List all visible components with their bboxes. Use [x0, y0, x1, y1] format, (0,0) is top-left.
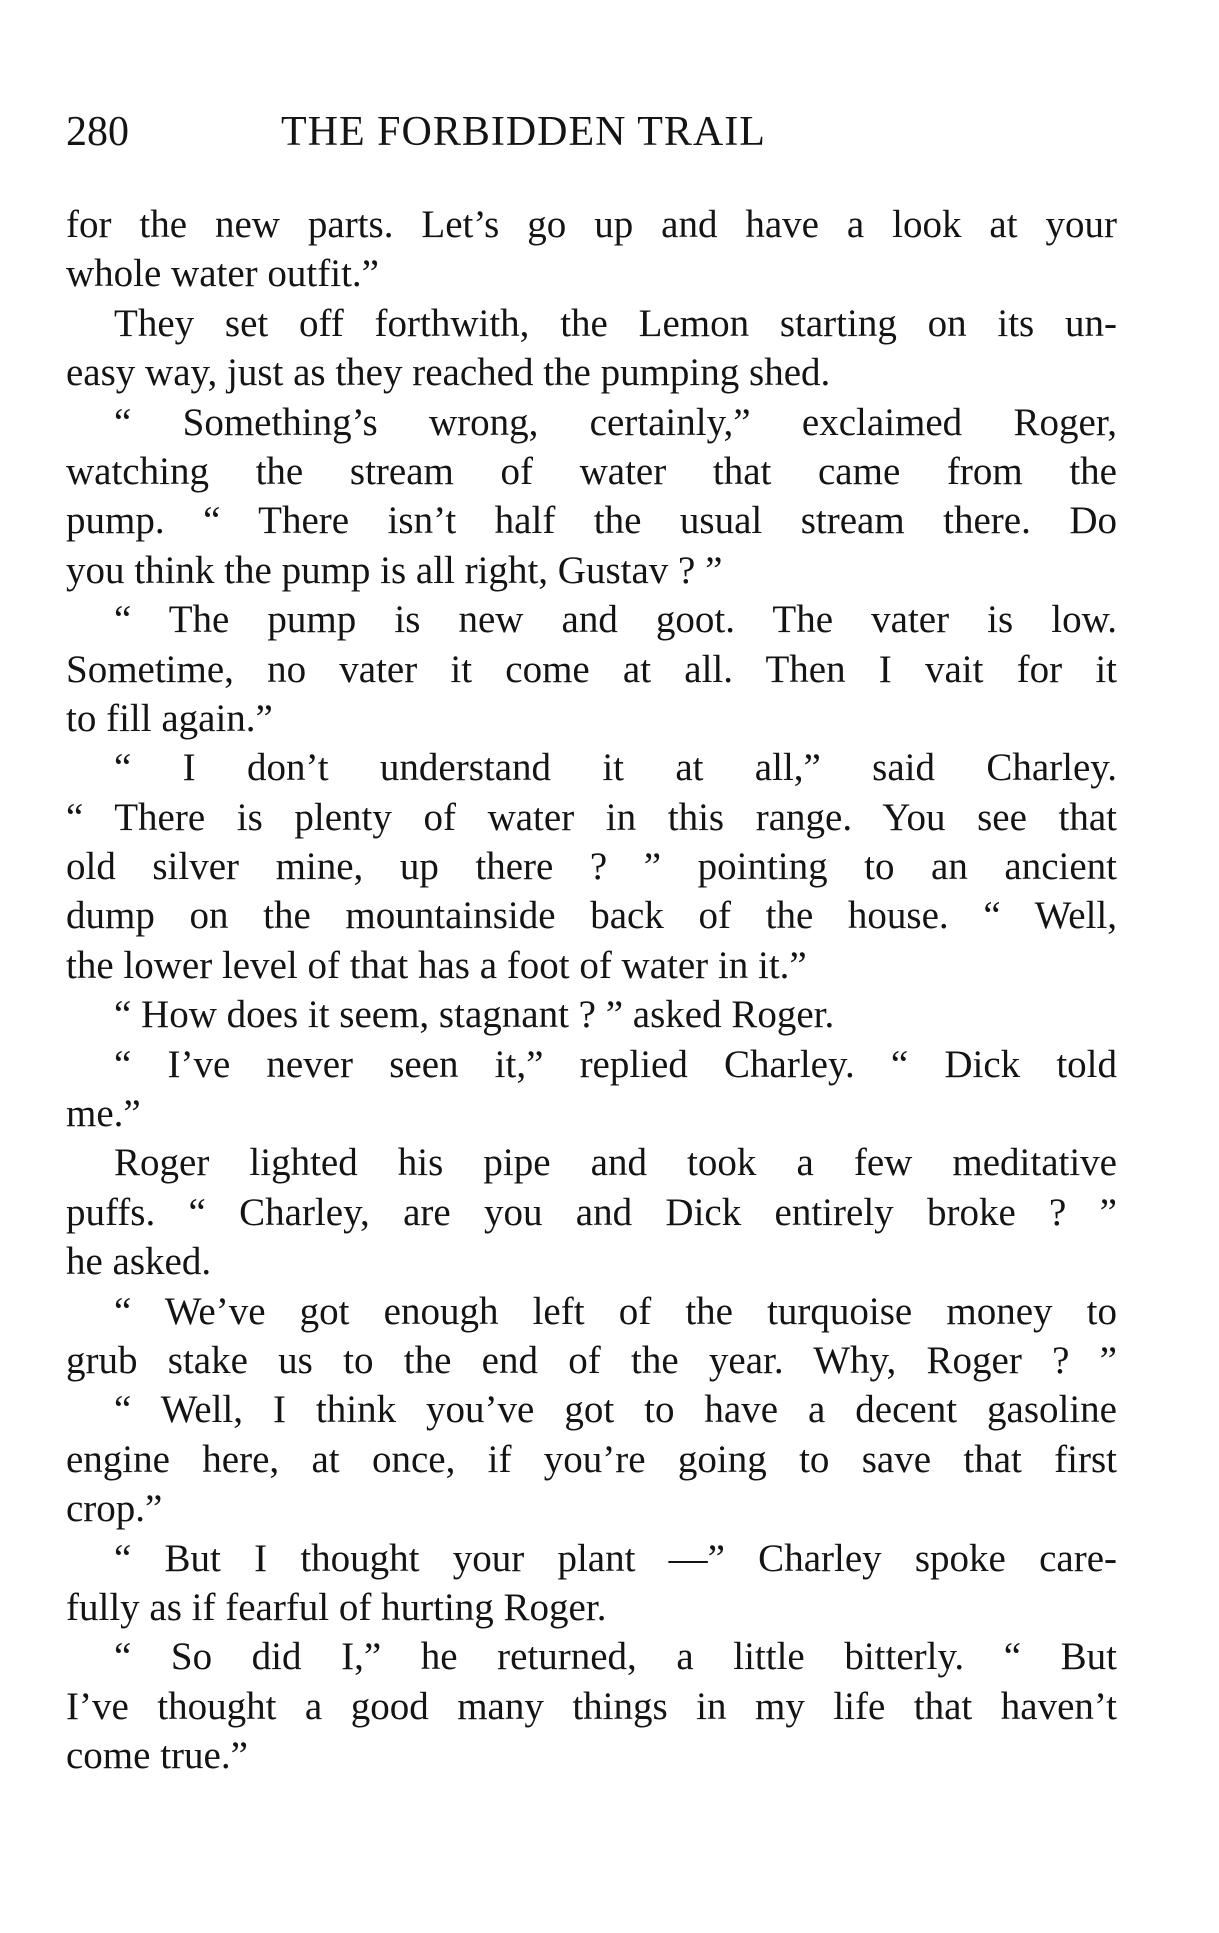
text-line: to fill again.” [66, 696, 273, 740]
text-line: “ The pump is new and goot. The vater is low. [114, 598, 1117, 642]
page-number: 280 [66, 109, 129, 155]
text-line: dump on the mountainside back of the house. “ Well, [66, 894, 1117, 938]
text-line: whole water outfit.” [66, 252, 379, 296]
text-line: Roger lighted his pipe and took a few meditative [114, 1141, 1117, 1185]
running-title: THE FORBIDDEN TRAIL [281, 109, 766, 155]
text-line: come true.” [66, 1734, 248, 1778]
text-line: Sometime, no vater it come at all. Then I vait for it [66, 647, 1117, 691]
text-line: old silver mine, up there ? ” pointing to an ancient [66, 845, 1117, 889]
text-line: “ Well, I think you’ve got to have a decent gasoline [114, 1388, 1117, 1432]
text-line: me.” [66, 1092, 141, 1136]
text-line: They set off forthwith, the Lemon starting on its un- [114, 301, 1117, 345]
body-text [66, 200, 1117, 1781]
text-line: crop.” [66, 1487, 163, 1531]
text-line: fully as if fearful of hurting Roger. [66, 1585, 607, 1629]
text-line: pump. “ There isn’t half the usual stream there. Do [66, 499, 1117, 543]
text-line: for the new parts. Let’s go up and have a look at your [66, 203, 1117, 246]
text-line: he asked. [66, 1240, 212, 1284]
text-line: “ Something’s wrong, certainly,” exclaimed Roger, [114, 400, 1117, 444]
text-line: the lower level of that has a foot of water in it.” [66, 943, 807, 987]
page-header [66, 100, 1126, 164]
text-line: “ How does it seem, stagnant ? ” asked Roger. [114, 993, 835, 1037]
text-line: “ I don’t understand it at all,” said Charley. [114, 746, 1117, 790]
text-line: you think the pump is all right, Gustav ? ” [66, 548, 723, 592]
text-line: watching the stream of water that came from the [66, 449, 1117, 493]
text-line: “ I’ve never seen it,” replied Charley. “ Dick told [114, 1042, 1117, 1086]
text-line: “ But I thought your plant —” Charley spoke care- [114, 1536, 1117, 1580]
text-line: engine here, at once, if you’re going to save that first [66, 1437, 1117, 1481]
text-line: grub stake us to the end of the year. Why, Roger ? ” [66, 1338, 1117, 1382]
text-line: “ There is plenty of water in this range. You see that [66, 795, 1117, 839]
text-line: I’ve thought a good many things in my life that haven’t [66, 1684, 1117, 1728]
text-line: “ We’ve got enough left of the turquoise money to [114, 1289, 1117, 1333]
text-line: easy way, just as they reached the pumping shed. [66, 351, 831, 395]
text-line: “ So did I,” he returned, a little bitterly. “ But [114, 1635, 1117, 1679]
text-line: puffs. “ Charley, are you and Dick entirely broke ? ” [66, 1190, 1117, 1234]
